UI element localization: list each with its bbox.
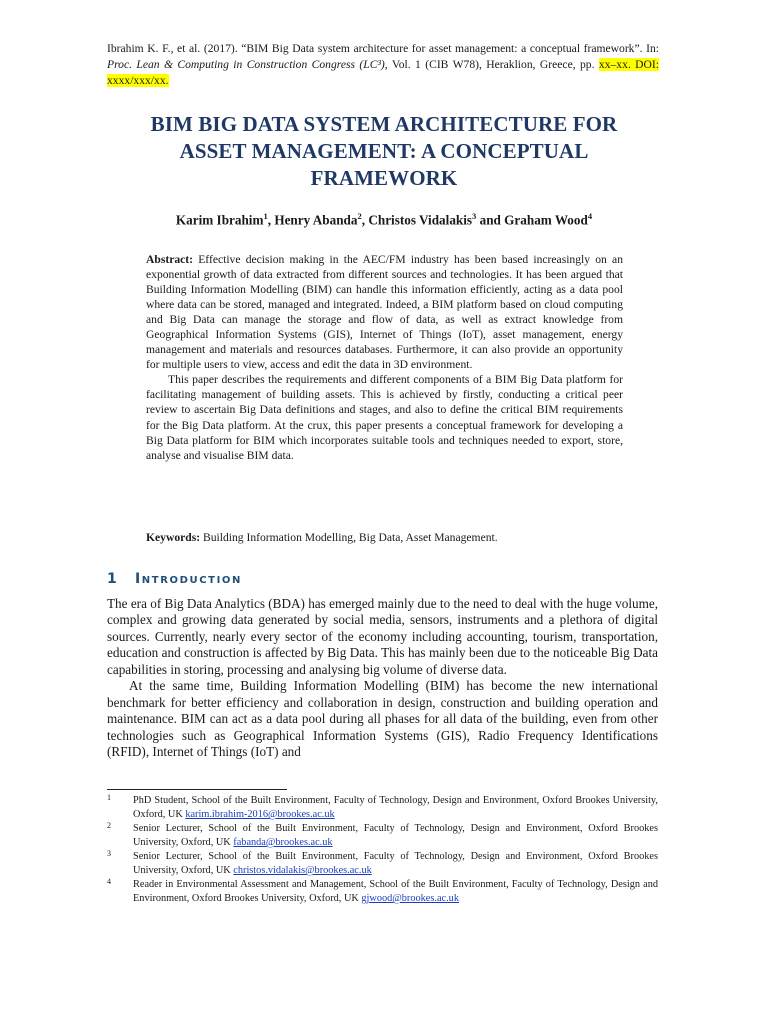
author-separator: , <box>361 212 369 228</box>
abstract-paragraph-2: This paper describes the requirements and different components of a BIM Big Data platform for facilitating management of building assets. This is achieved by firstly, conducting a critical peer review to ascertain Big Data definitions and stages, and also to define the critical BIM requirements for the Big Data platform. At the crux, this paper presents a conceptual framework for developing a Big Data platform for BIM which incorporates suitable tools and techniques needed to export, store, analyse and visualise BIM data. <box>146 373 623 462</box>
abstract-text-1: Effective decision making in the AEC/FM industry has been based increasingly on an exponential growth of data extracted from different sources and technologies. It has been argued that Building Information Modelling (BIM) can handle this information efficiently, acting as a data pool where data can be stored, managed and integrated. Indeed, a BIM platform based on cloud computing and Big Data can manage the storage and flow of data, as well as extract knowledge from Geographical Information Systems (GIS), Internet of Things (IoT), asset management, energy management and materials and resources databases. Furthermore, it can also provide an opportunity for multiple users to view, access and edit the data in 3D environment. <box>146 253 623 372</box>
citation-header <box>107 41 659 89</box>
author-name: Graham Wood <box>504 212 588 228</box>
footnote-number: 1 <box>107 793 111 802</box>
section-number: 1 <box>107 571 117 587</box>
footnote-email-link[interactable]: christos.vidalakis@brookes.ac.uk <box>233 865 372 876</box>
keywords-label: Keywords: <box>146 531 201 544</box>
footnote-text: PhD Student, School of the Built Environment, Faculty of Technology, Design and Environment, Oxford Brookes University, Oxford, UK <box>133 795 658 820</box>
author-mark: 2 <box>357 211 362 221</box>
title-line-2: ASSET MANAGEMENT: A CONCEPTUAL <box>179 139 589 163</box>
paper-title <box>100 111 668 192</box>
author-name: Christos Vidalakis <box>368 212 473 228</box>
abstract <box>146 252 623 463</box>
footnote-number: 4 <box>107 877 111 886</box>
footnote-number: 3 <box>107 849 111 858</box>
citation-journal: Proc. Lean & Computing in Construction Congress (LC³) <box>107 58 385 71</box>
footnote-email-link[interactable]: karim.ibrahim-2016@brookes.ac.uk <box>185 809 335 820</box>
footnote-text: Reader in Environmental Assessment and Management, School of the Built Environment, Faculty of Technology, Design and Environment, Oxford Brookes University, Oxford, UK <box>133 879 658 904</box>
body-paragraph-1: The era of Big Data Analytics (BDA) has emerged mainly due to the need to deal with the huge volume, complex and growing data generated by social media, sensors, instruments and a plethora of digital sources. Currently, nearly every sector of the economy including accounting, tourism, transportation, education and construction is affected by Big Data. This has mainly been due to the noticeable Big Data capabilities in storing, processing and analysing big volume of diverse data. <box>107 596 658 677</box>
section-heading-introduction <box>107 569 667 589</box>
keywords <box>146 530 623 545</box>
footnote <box>107 878 658 906</box>
author-mark: 3 <box>472 211 477 221</box>
footnote-text: Senior Lecturer, School of the Built Environment, Faculty of Technology, Design and Environment, Oxford Brookes University, Oxford, UK <box>133 851 658 876</box>
author-separator: , <box>267 212 275 228</box>
author-name: Henry Abanda <box>274 212 358 228</box>
introduction-body <box>107 596 658 761</box>
footnote-text: Senior Lecturer, School of the Built Environment, Faculty of Technology, Design and Environment, Oxford Brookes University, Oxford, UK <box>133 823 658 848</box>
author-mark: 4 <box>587 211 593 221</box>
footnote <box>107 794 658 822</box>
keywords-text: Building Information Modelling, Big Data, Asset Management. <box>200 531 498 544</box>
body-paragraph-2: At the same time, Building Information Modelling (BIM) has become the new international benchmark for better efficiency and collaboration in design, construction and building operation and maintenance. BIM can act as a data pool during all phases for all data of the building, even from other technologies such as Geographical Information Systems (GIS), Radio Frequency Identifications (RFID), Internet of Things (IoT) and <box>107 678 658 760</box>
footnote-number: 2 <box>107 821 111 830</box>
footnote <box>107 822 658 850</box>
footnotes <box>107 794 658 906</box>
citation-volume: , Vol. 1 (CIB W78), Heraklion, Greece, pp. <box>384 58 599 71</box>
footnote-email-link[interactable]: gjwood@brookes.ac.uk <box>361 893 459 904</box>
author-name: Karim Ibrahim <box>175 212 264 228</box>
footnote <box>107 850 658 878</box>
citation-text: Ibrahim K. F., et al. (2017). “BIM Big Data system architecture for asset management: a conceptual framework”. In: <box>107 42 659 55</box>
footnote-divider <box>107 789 287 790</box>
abstract-paragraph-1 <box>146 252 623 372</box>
abstract-label: Abstract: <box>146 253 194 266</box>
author-list <box>100 207 668 229</box>
footnote-email-link[interactable]: fabanda@brookes.ac.uk <box>233 837 333 848</box>
author-separator: and <box>476 212 505 228</box>
title-line-3: FRAMEWORK <box>310 166 458 190</box>
citation-highlight: xx–xx. DOI: xxxx/xxx/xx. <box>107 58 660 87</box>
title-line-1: BIM BIG DATA SYSTEM ARCHITECTURE FOR <box>150 112 618 136</box>
section-title: Introduction <box>135 571 242 587</box>
author-mark: 1 <box>263 211 268 221</box>
